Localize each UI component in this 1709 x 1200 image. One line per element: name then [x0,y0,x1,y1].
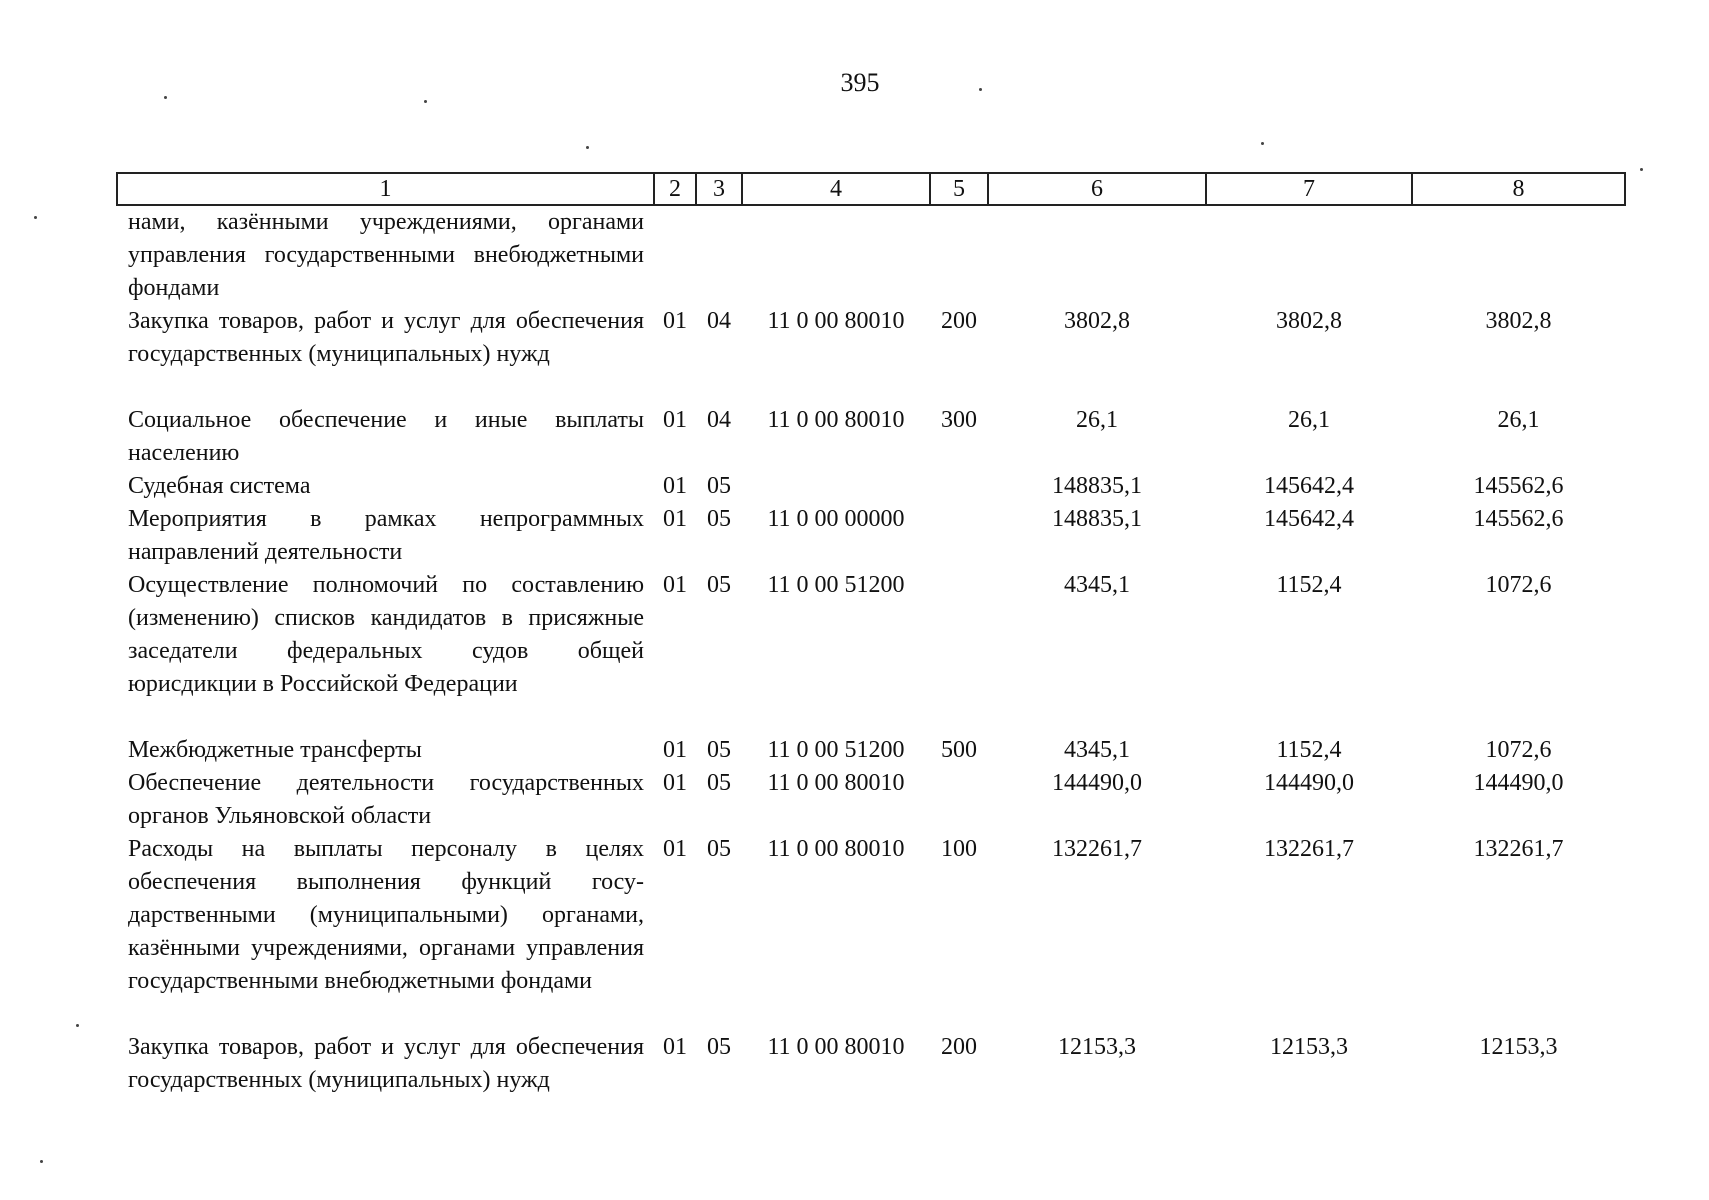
scan-speck [76,1024,79,1027]
row-section: 01 [663,407,687,433]
row-expense-type [930,503,988,569]
row-target-article: 11 0 00 51200 [767,737,905,763]
row-amount-3: 26,1 [1497,407,1540,433]
row-section: 01 [663,737,687,763]
row-name: Социальное обеспечение и иные выплаты населению [128,407,644,466]
row-amount-2: 132261,7 [1264,836,1354,862]
row-section [654,205,696,305]
row-name: Осуществление полномочий по составлению (изменению) списков кандидатов в присяжные заседатели федеральных судов общей юрисдикции в Российской Федерации [128,572,644,697]
row-expense-type [930,767,988,833]
row-expense-type: 200 [941,308,977,334]
row-target-article [742,470,930,503]
table-row [117,404,1625,470]
row-section: 01 [663,506,687,532]
header-col-8: 8 [1412,173,1625,205]
row-amount-1 [988,205,1206,305]
row-amount-2: 145642,4 [1264,506,1354,532]
row-section: 01 [663,836,687,862]
row-amount-1: 26,1 [1076,407,1118,433]
header-col-5: 5 [930,173,988,205]
row-expense-type: 100 [941,836,977,862]
row-amount-3: 1072,6 [1485,572,1552,598]
row-amount-3: 145562,6 [1473,473,1564,499]
table-header [117,173,1625,205]
row-expense-type [930,470,988,503]
row-name: нами, казёнными учреждениями, органами управления государственными внебюджетными фондами [128,209,644,301]
row-amount-1: 144490,0 [1052,770,1142,796]
row-name: Обеспечение деятельности государственных органов Ульяновской области [128,770,644,829]
scan-speck [40,1160,43,1163]
table-row [117,205,1625,305]
row-section: 01 [663,770,687,796]
row-section: 01 [663,572,687,598]
row-amount-3: 145562,6 [1473,506,1564,532]
row-amount-1: 4345,1 [1064,572,1130,598]
table-row [117,503,1625,569]
row-amount-3 [1412,205,1625,305]
row-amount-3: 132261,7 [1473,836,1564,862]
row-section: 01 [663,1034,687,1060]
row-name: Закупка товаров, работ и услуг для обеспечения государственных (муниципальных) нужд [128,308,644,367]
row-amount-1: 148835,1 [1052,506,1142,532]
row-expense-type: 300 [941,407,977,433]
row-amount-3: 1072,6 [1485,737,1552,763]
row-expense-type: 500 [941,737,977,763]
header-col-4: 4 [742,173,930,205]
scan-speck [424,100,427,103]
row-target-article: 11 0 00 80010 [767,836,905,862]
scan-speck [1261,142,1264,145]
row-expense-type [930,205,988,305]
scan-speck [164,96,167,99]
scan-speck [586,146,589,149]
header-row [117,173,1625,205]
row-subsection: 04 [707,407,731,433]
row-subsection: 05 [707,506,731,532]
row-section: 01 [663,308,687,334]
row-amount-2: 26,1 [1288,407,1330,433]
row-subsection: 05 [707,473,731,499]
row-amount-2: 1152,4 [1276,737,1342,763]
header-col-6: 6 [988,173,1206,205]
row-amount-3: 144490,0 [1473,770,1564,796]
row-subsection: 05 [707,836,731,862]
header-col-2: 2 [654,173,696,205]
row-target-article: 11 0 00 80010 [767,407,905,433]
row-subsection: 04 [707,308,731,334]
row-target-article: 11 0 00 80010 [767,308,905,334]
page-number: 395 [840,68,880,97]
row-amount-1: 12153,3 [1058,1034,1136,1060]
table-body [117,205,1625,1130]
row-expense-type [930,569,988,734]
row-amount-1: 3802,8 [1064,308,1130,334]
row-amount-2: 12153,3 [1270,1034,1348,1060]
row-subsection: 05 [707,1034,731,1060]
row-name: Мероприятия в рамках непрограммных направлений деятельности [128,506,644,565]
header-col-3: 3 [696,173,742,205]
row-target-article: 11 0 00 51200 [767,572,905,598]
row-target-article: 11 0 00 80010 [767,1034,905,1060]
row-subsection: 05 [707,770,731,796]
row-name: Судебная система [128,473,311,499]
row-name: Расходы на выплаты персоналу в целях обеспечения выполнения функций государственными (муниципальными) органами, казёнными учреждениями, органами управления государственными внебюджетными фондами [128,836,644,994]
row-subsection [696,205,742,305]
row-amount-2: 144490,0 [1264,770,1354,796]
row-name: Закупка товаров, работ и услуг для обеспечения государственных (муниципальных) нужд [128,1034,644,1093]
row-amount-2 [1206,205,1412,305]
table-row [117,1031,1625,1130]
table-row [117,569,1625,734]
row-target-article: 11 0 00 80010 [767,770,905,796]
budget-table [116,172,1626,1130]
row-amount-1: 132261,7 [1052,836,1142,862]
row-expense-type: 200 [941,1034,977,1060]
row-amount-3: 3802,8 [1485,308,1552,334]
row-amount-1: 4345,1 [1064,737,1130,763]
row-amount-3: 12153,3 [1479,1034,1558,1060]
header-col-7: 7 [1206,173,1412,205]
row-subsection: 05 [707,737,731,763]
table-row [117,734,1625,767]
table-row [117,767,1625,833]
row-name: Межбюджетные трансферты [128,737,422,763]
scan-speck [1640,168,1643,171]
table-row [117,470,1625,503]
row-amount-1: 148835,1 [1052,473,1142,499]
row-subsection: 05 [707,572,731,598]
header-col-1: 1 [117,173,654,205]
table-row [117,833,1625,1031]
row-amount-2: 3802,8 [1276,308,1342,334]
row-target-article: 11 0 00 00000 [767,506,905,532]
row-section: 01 [663,473,687,499]
row-amount-2: 1152,4 [1276,572,1342,598]
table-row [117,305,1625,404]
scan-speck [34,216,37,219]
scan-speck [979,88,982,91]
row-target-article [742,205,930,305]
row-amount-2: 145642,4 [1264,473,1354,499]
